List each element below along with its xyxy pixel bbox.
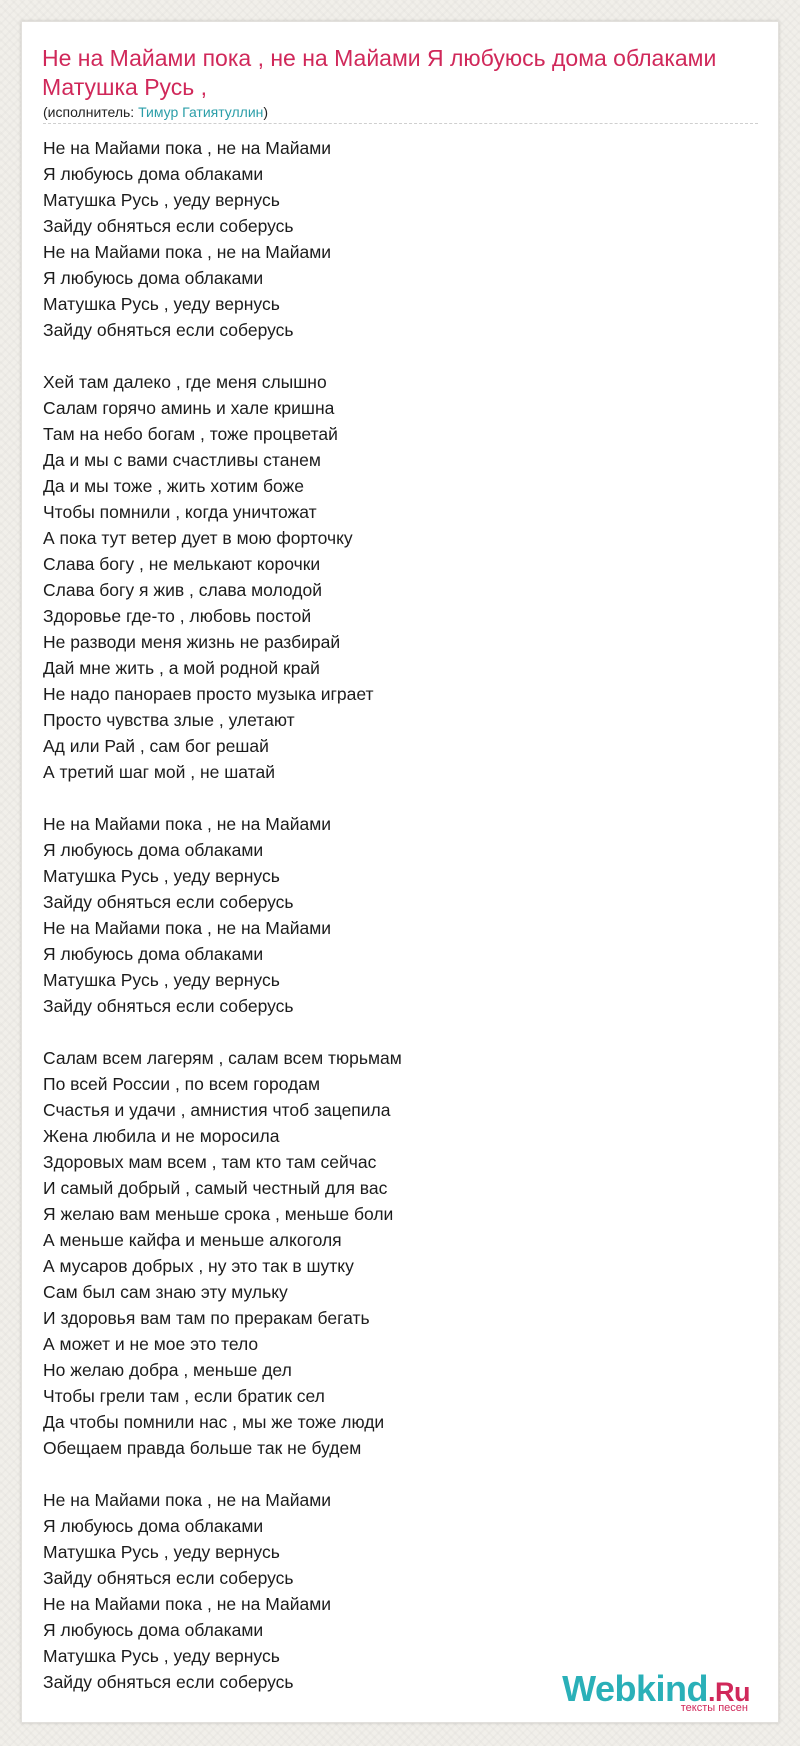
lyric-line: Я желаю вам меньше срока , меньше боли [43,1204,394,1224]
lyric-line: Я любуюсь дома облаками [43,1620,264,1640]
lyric-line: Салам всем лагерям , салам всем тюрьмам [43,1048,402,1068]
lyric-line: Здоровых мам всем , там кто там сейчас [43,1152,377,1172]
lyric-line: Матушка Русь , уеду вернусь [43,970,280,990]
lyric-line: Да чтобы помнили нас , мы же тоже люди [43,1412,385,1432]
lyric-line: Не на Майами пока , не на Майами [43,138,332,158]
lyric-line: Не на Майами пока , не на Майами [43,242,332,262]
lyric-line: А мусаров добрых , ну это так в шутку [43,1256,354,1276]
lyric-line: Я любуюсь дома облаками [43,1516,264,1536]
lyric-line: По всей России , по всем городам [43,1074,321,1094]
performer-suffix: ) [263,104,269,120]
lyric-line: Чтобы грели там , если братик сел [43,1386,325,1406]
lyric-line: Да и мы с вами счастливы станем [43,450,321,470]
lyrics-stanza [43,1045,743,1461]
lyric-line: И самый добрый , самый честный для вас [43,1178,388,1198]
title-divider [43,123,758,124]
performer-prefix: (исполнитель: [43,104,139,120]
lyric-line: Я любуюсь дома облаками [43,164,264,184]
lyric-line: Счастья и удачи , амнистия чтоб зацепила [43,1100,391,1120]
lyric-line: Салам горячо аминь и хале кришна [43,398,335,418]
lyric-line: А меньше кайфа и меньше алкоголя [43,1230,342,1250]
lyric-line: Жена любила и не моросила [43,1126,280,1146]
lyric-line: Не на Майами пока , не на Майами [43,918,332,938]
lyric-line: Матушка Русь , уеду вернусь [43,866,280,886]
lyric-line: Хей там далеко , где меня слышно [43,372,327,392]
webkind-logo [562,1668,750,1714]
lyric-line: Обещаем правда больше так не будем [43,1438,362,1458]
webkind-tagline: тексты песен [680,1702,748,1714]
lyric-line: Зайду обняться если соберусь [43,320,294,340]
song-title: Не на Майами пока , не на Майами Я любуюсь дома облаками Матушка Русь , [42,45,717,100]
webkind-brand: Webkind [562,1668,708,1709]
lyric-line: Зайду обняться если соберусь [43,892,294,912]
lyric-line: Чтобы помнили , когда уничтожат [43,502,317,522]
lyric-line: Но желаю добра , меньше дел [43,1360,292,1380]
performer-line [43,103,268,121]
lyric-line: Там на небо богам , тоже процветай [43,424,338,444]
lyrics-stanza [43,1487,743,1695]
lyric-line: Зайду обняться если соберусь [43,1672,294,1692]
lyric-line: Здоровье где-то , любовь постой [43,606,312,626]
lyrics-body [43,135,743,1721]
lyric-line: А третий шаг мой , не шатай [43,762,275,782]
lyric-line: Матушка Русь , уеду вернусь [43,1542,280,1562]
lyrics-stanza [43,811,743,1019]
lyric-line: Я любуюсь дома облаками [43,268,264,288]
lyrics-stanza [43,369,743,785]
lyrics-stanza [43,135,743,343]
lyric-line: Матушка Русь , уеду вернусь [43,294,280,314]
lyric-line: Зайду обняться если соберусь [43,996,294,1016]
lyric-line: Не разводи меня жизнь не разбирай [43,632,341,652]
lyric-line: Слава богу , не мелькают корочки [43,554,321,574]
artist-link[interactable]: Тимур Гатиятуллин [138,104,264,120]
lyric-line: Не на Майами пока , не на Майами [43,1490,332,1510]
lyric-line: Ад или Рай , сам бог решай [43,736,269,756]
lyric-line: А может и не мое это тело [43,1334,259,1354]
lyric-line: Не на Майами пока , не на Майами [43,814,332,834]
lyric-line: Не надо панораев просто музыка играет [43,684,374,704]
lyric-line: Просто чувства злые , улетают [43,710,295,730]
lyric-line: И здоровья вам там по преракам бегать [43,1308,370,1328]
lyric-line: Да и мы тоже , жить хотим боже [43,476,304,496]
lyric-line: Я любуюсь дома облаками [43,944,264,964]
lyric-line: Зайду обняться если соберусь [43,1568,294,1588]
lyric-line: Матушка Русь , уеду вернусь [43,190,280,210]
webkind-tld: .Ru [708,1677,750,1707]
lyric-line: Не на Майами пока , не на Майами [43,1594,332,1614]
lyric-line: А пока тут ветер дует в мою форточку [43,528,353,548]
lyric-line: Сам был сам знаю эту мульку [43,1282,288,1302]
lyric-line: Матушка Русь , уеду вернусь [43,1646,280,1666]
lyric-line: Зайду обняться если соберусь [43,216,294,236]
lyrics-card [21,21,779,1723]
lyric-line: Слава богу я жив , слава молодой [43,580,322,600]
lyric-line: Дай мне жить , а мой родной край [43,658,320,678]
lyric-line: Я любуюсь дома облаками [43,840,264,860]
